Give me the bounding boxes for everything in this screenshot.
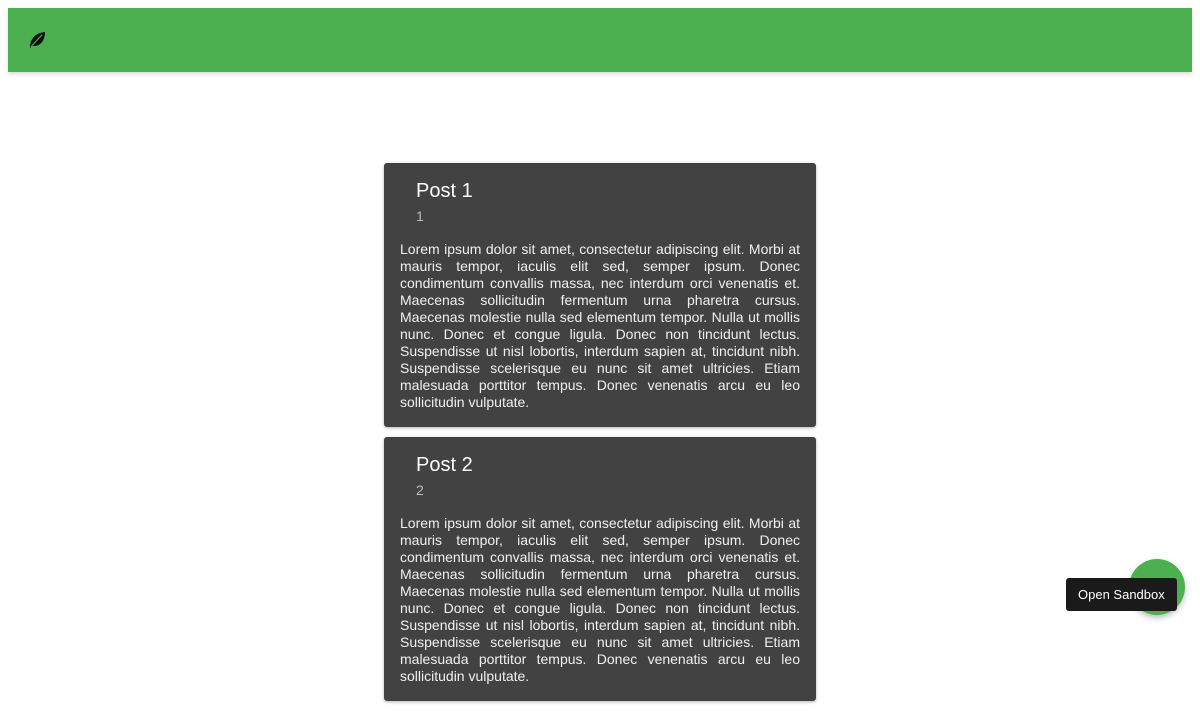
app-bar: [8, 8, 1192, 72]
post-title: Post 1: [416, 180, 473, 202]
open-sandbox-tooltip: Open Sandbox: [1066, 578, 1177, 611]
post-body: Lorem ipsum dolor sit amet, consectetur adipiscing elit. Morbi at mauris tempor, iaculis elit sed, semper ipsum. Donec condimentum convallis massa, nec interdum orci venenatis et. Maecenas sollicitudin fermentum urna pharetra cursus. Maecenas molestie nulla sed elementum tempor. Nulla ut mollis nunc. Donec et congue ligula. Donec non tincidunt lectus. Suspendisse ut nisl lobortis, interdum sapien at, tincidunt nibh. Suspendisse scelerisque eu nunc sit amet ultricies. Etiam malesuada porttitor tempus. Donec venenatis arcu eu leo sollicitudin vulputate.: [400, 241, 800, 410]
post-card: [384, 163, 816, 427]
post-card: [384, 437, 816, 701]
post-card-header: [384, 437, 816, 499]
post-subtitle: 1: [416, 208, 424, 224]
post-list: [384, 163, 816, 711]
leaf-icon[interactable]: [27, 30, 47, 50]
post-body: Lorem ipsum dolor sit amet, consectetur adipiscing elit. Morbi at mauris tempor, iaculis elit sed, semper ipsum. Donec condimentum convallis massa, nec interdum orci venenatis et. Maecenas sollicitudin fermentum urna pharetra cursus. Maecenas molestie nulla sed elementum tempor. Nulla ut mollis nunc. Donec et congue ligula. Donec non tincidunt lectus. Suspendisse ut nisl lobortis, interdum sapien at, tincidunt nibh. Suspendisse scelerisque eu nunc sit amet ultricies. Etiam malesuada porttitor tempus. Donec venenatis arcu eu leo sollicitudin vulputate.: [400, 515, 800, 684]
post-subtitle: 2: [416, 482, 424, 498]
post-title: Post 2: [416, 454, 473, 476]
post-card-header: [384, 163, 816, 225]
